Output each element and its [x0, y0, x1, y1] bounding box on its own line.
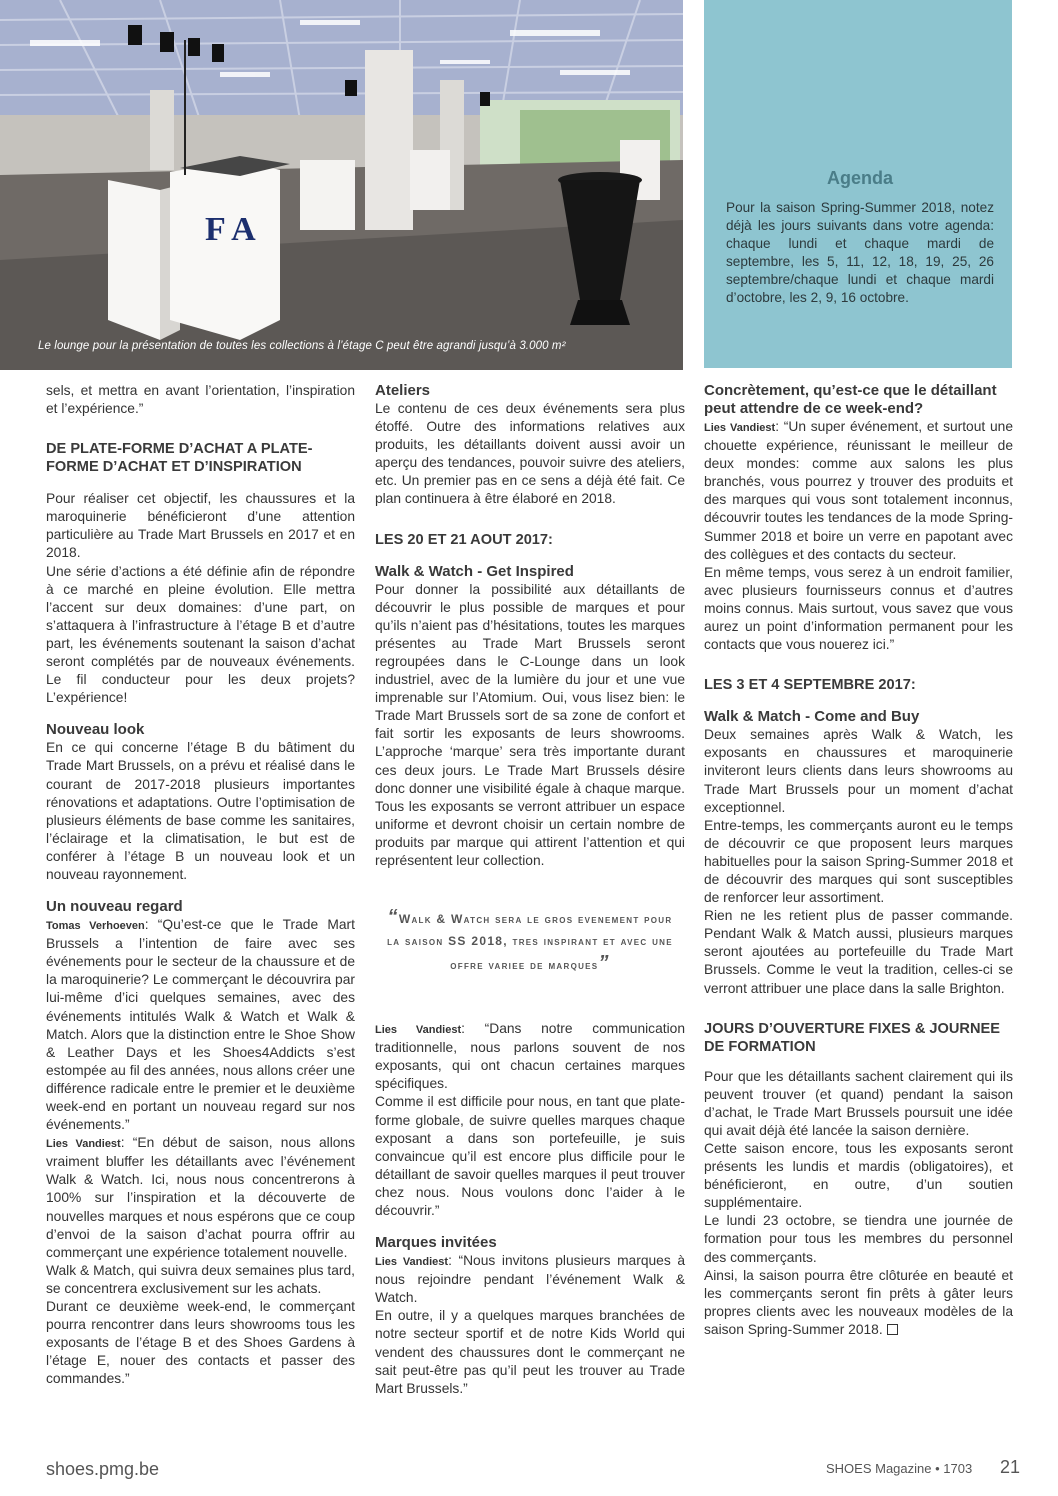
col2-paragraph-4: Comme il est difficile pour nous, en tant que plate-forme globale, de suivre quelles marques chaque exposant a dans son portefeuille, je suis convaincue qu’il est encore plus difficile pour le détaillant de savoir quelles marques il peut trouver chez nous. Nous voulons donc l’aider à le découvrir.”: [375, 1094, 685, 1218]
col1-paragraph-1: Pour réaliser cet objectif, les chaussures et la maroquinerie bénéficieront d’une attention particulière au Trade Mart Brussels en 2017 et en 2018.: [46, 491, 355, 561]
col1-paragraph-6: Walk & Match, qui suivra deux semaines plus tard, se concentrera exclusivement sur les achats.: [46, 1262, 355, 1296]
speaker-name: Lies Vandiest: [46, 1138, 121, 1151]
col1-paragraph-5: Lies Vandiest: “En début de saison, nous allons vraiment bluffer les détaillants avec l’événement Walk & Watch. Ici, nous nous concentrerons à 100% sur l’inspiration et la découverte de nouvelles marques et nous espérons que ce coup d’envoi de la saison d’achat pourra offrir au commerçant une expérience totalement nouvelle.: [46, 1135, 355, 1260]
lounge-photo-illustration: [0, 0, 683, 370]
col1-heading-regard: Un nouveau regard: [46, 898, 183, 916]
column-1: [46, 382, 355, 1389]
col1-intro: sels, et mettra en avant l’orientation, l’inspiration et l’expérience.”: [46, 383, 355, 417]
col2-heading-dates: LES 20 ET 21 AOUT 2017:: [375, 531, 553, 548]
col3-paragraph-1: Lies Vandiest: “Un super événement, et surtout une chouette expérience, réunissant le meilleur de deux mondes: comme aux salons les plus branchés, vous pourrez y trouver des produits et des marques qui vous sont totalement inconnus, découvrir toutes les tendances de la mode Spring-Summer 2018 et boire un verre en papotant avec des collègues et des contacts du secteur.: [704, 419, 1013, 562]
col2-paragraph-1: Le contenu de ces deux événements sera plus étoffé. Outre des informations relatives aux produits, les détaillants doivent aussi avoir un aperçu des tendances, pouvoir suivre des ateliers, etc. Un premier pas en ce sens a déjà été fait. Ce plan continuera à être élaboré en 2018.: [375, 401, 685, 507]
col3-paragraph-8: Le lundi 23 octobre, se tiendra une journée de formation pour tous les membres du personnel des commerçants.: [704, 1213, 1013, 1265]
lounge-photo: [0, 0, 683, 370]
col3-paragraph-2: En même temps, vous serez à un endroit familier, avec plusieurs fournisseurs connus et d’autres moins connus. Mais surtout, vous savez que vous aurez un point d’information permanent pour les contacts que vous nouerez ici.”: [704, 564, 1013, 653]
end-mark-icon: [887, 1324, 898, 1335]
column-3: [704, 382, 1013, 1339]
col3-paragraph-7: Cette saison encore, tous les exposants seront présents les lundis et mardis (obligatoires), et bénéficieront, en outre, d’un soutien supplémentaire.: [704, 1141, 1013, 1211]
speaker-name: Lies Vandiest: [375, 1256, 449, 1269]
agenda-title: Agenda: [826, 168, 893, 188]
col2-paragraph-3: Lies Vandiest: “Dans notre communication traditionnelle, nous parlons souvent de nos exposants, qui ont chacun certaines marques spécifiques.: [375, 1021, 685, 1092]
col2-paragraph-6: En outre, il y a quelques marques branchées de notre secteur sportif et de notre Kids World qui vendent des chaussures dont le commerçant ne sait peut-être pas qu’il peut les trouver au Trade Mart Brussels.”: [375, 1308, 685, 1396]
col3-heading-walk-match: Walk & Match - Come and Buy: [704, 708, 920, 726]
col2-paragraph-2: Pour donner la possibilité aux détaillants de découvrir le plus possible de marques et pour qu’ils n’aient pas d’hésitations, toutes les marques présentes au Trade Mart Brussels seront regroupées dans le C-Lounge dans un look industriel, avec de la lumière du jour et une vue imprenable sur l’Atomium. Oui, vous lisez bien: le Trade Mart Brussels sort de sa zone de confort et fait sortir les exposants de leurs showrooms. L’approche ‘marque’ sera très importante durant ces deux jours. Le Trade Mart Brussels désire donc donner une visibilité égale à chaque marque. Tous les exposants se verront attribuer un espace uniforme et devront choisir un certain nombre de produits par marque qui attirent l’attention et qui représentent leur collection.: [375, 581, 685, 868]
col1-paragraph-4: Tomas Verhoeven: “Qu’est-ce que le Trade Mart Brussels a l’intention de faire avec ses événements pour le secteur de la chaussure et de la maroquinerie? Le commerçant le découvrira par lui-même d’ici quelques semaines, avec des événements intitulés Walk & Watch et Walk & Match. Alors que la distinction entre le Shoe Show & Leather Days et les Shoes4Addicts s’est estompée au fil des années, nous allons créer une différence radicale entre le premier et le deuxième week-end en portant un nouveau regard sur nos événements.”: [46, 917, 355, 1133]
pull-quote: “Walk & Watch sera le gros evenement pour la saison SS 2018, tres inspirant et avec une offre variee de marques”: [387, 906, 673, 975]
footer-magazine: SHOES Magazine • 1703: [826, 1461, 973, 1476]
col1-paragraph-3: En ce qui concerne l’étage B du bâtiment du Trade Mart Brussels, on a prévu et réalisé dans le courant de 2017-2018 plusieurs importantes rénovations et adaptations. Outre l’optimisation de plusieurs éléments de base comme les sanitaires, l’éclairage et la climatisation, le but est de conférer à l’étage B un nouveau look et un nouveau rayonnement.: [46, 740, 355, 882]
col3-heading-concretement: Concrètement, qu’est-ce que le détaillant peut attendre de ce week-end?: [704, 382, 997, 417]
pull-quote-text: Walk & Watch sera le gros evenement pour la saison SS 2018, tres inspirant et avec une offre variee de marques: [387, 912, 673, 973]
col3-heading-dates: LES 3 ET 4 SEPTEMBRE 2017:: [704, 677, 916, 694]
photo-caption: Le lounge pour la présentation de toutes les collections à l’étage C peut être agrandi jusqu’à 3.000 m²: [38, 340, 566, 352]
col3-paragraph-3: Deux semaines après Walk & Watch, les exposants en chaussures et maroquinerie inviteront leurs clients dans leurs showrooms au Trade Mart Brussels pour un moment d’achat exceptionnel.: [704, 727, 1013, 815]
col1-paragraph-7: Durant ce deuxième week-end, le commerçant pourra rencontrer dans leurs showrooms tous les exposants de l’étage B et des Shoes Gardens à l’étage E, nouer des contacts et passer des commandes.”: [46, 1299, 355, 1387]
sign-letters: F A: [205, 211, 256, 248]
col3-paragraph-9: Ainsi, la saison pourra être clôturée en beauté et les commerçants seront fin prêts à gâter leurs propres clients avec les nouveaux modèles de la saison Spring-Summer 2018.: [704, 1267, 1013, 1337]
col1-heading-nouveau-look: Nouveau look: [46, 721, 145, 739]
agenda-box: [704, 0, 1012, 368]
column-2: [375, 382, 685, 1398]
agenda-text: Pour la saison Spring-Summer 2018, notez déjà les jours suivants dans votre agenda: chaque lundi et chaque mardi de septembre, les 5, 11, 12, 18, 19, 25, 26 septembre/chaque lundi et chaque mardi d’octobre, les 2, 9, 16 octobre.: [726, 200, 994, 305]
speaker-name: Tomas Verhoeven: [46, 920, 145, 933]
col3-paragraph-4: Entre-temps, les commerçants auront eu le temps de découvrir ce que proposent leurs marques habituelles pour la saison Spring-Summer 2018 et de découvrir des marques qui sont susceptibles de renforcer leur assortiment.: [704, 817, 1013, 906]
footer-website[interactable]: shoes.pmg.be: [46, 1459, 160, 1479]
col3-paragraph-5: Rien ne les retient plus de passer commande. Pendant Walk & Match aussi, plusieurs marques seront ajoutées au portefeuille du Trade Mart Brussels. Comme le veut la tradition, celles-ci se verront attribuer une place dans la salle Brighton.: [704, 908, 1013, 996]
col1-heading-platform: DE PLATE-FORME D’ACHAT A PLATE-FORME D’ACHAT ET D’INSPIRATION: [46, 441, 313, 476]
speaker-name: Lies Vandiest: [704, 422, 776, 434]
col2-heading-walk-watch: Walk & Watch - Get Inspired: [375, 562, 574, 580]
page-number: 21: [1000, 1457, 1021, 1477]
col2-heading-ateliers: Ateliers: [375, 382, 431, 399]
col3-paragraph-6: Pour que les détaillants sachent clairement qui ils peuvent trouver (et quand) pendant la saison d’achat, le Trade Mart Brussels poursuit une idée qui avait déjà été lancée la saison dernière.: [704, 1068, 1013, 1138]
col2-paragraph-5: Lies Vandiest: “Nous invitons plusieurs marques à nous rejoindre pendant l’événement Walk & Watch.: [375, 1253, 686, 1306]
speaker-name: Lies Vandiest: [375, 1024, 462, 1037]
col1-paragraph-2: Une série d’actions a été définie afin de répondre à ce marché en pleine évolution. Elle mettra l’accent sur deux domaines: d’une part, on s’attaquera à l’infrastructure à l’étage B et d’autre part, les événements soutenant la saison d’achat seront complétés par de nouveaux événements. Le fil conducteur pour les deux projets? L’expérience!: [46, 563, 355, 706]
col2-heading-marques: Marques invitées: [375, 1234, 497, 1252]
col3-heading-jours: JOURS D’OUVERTURE FIXES & JOURNEE DE FORMATION: [704, 1020, 1000, 1055]
